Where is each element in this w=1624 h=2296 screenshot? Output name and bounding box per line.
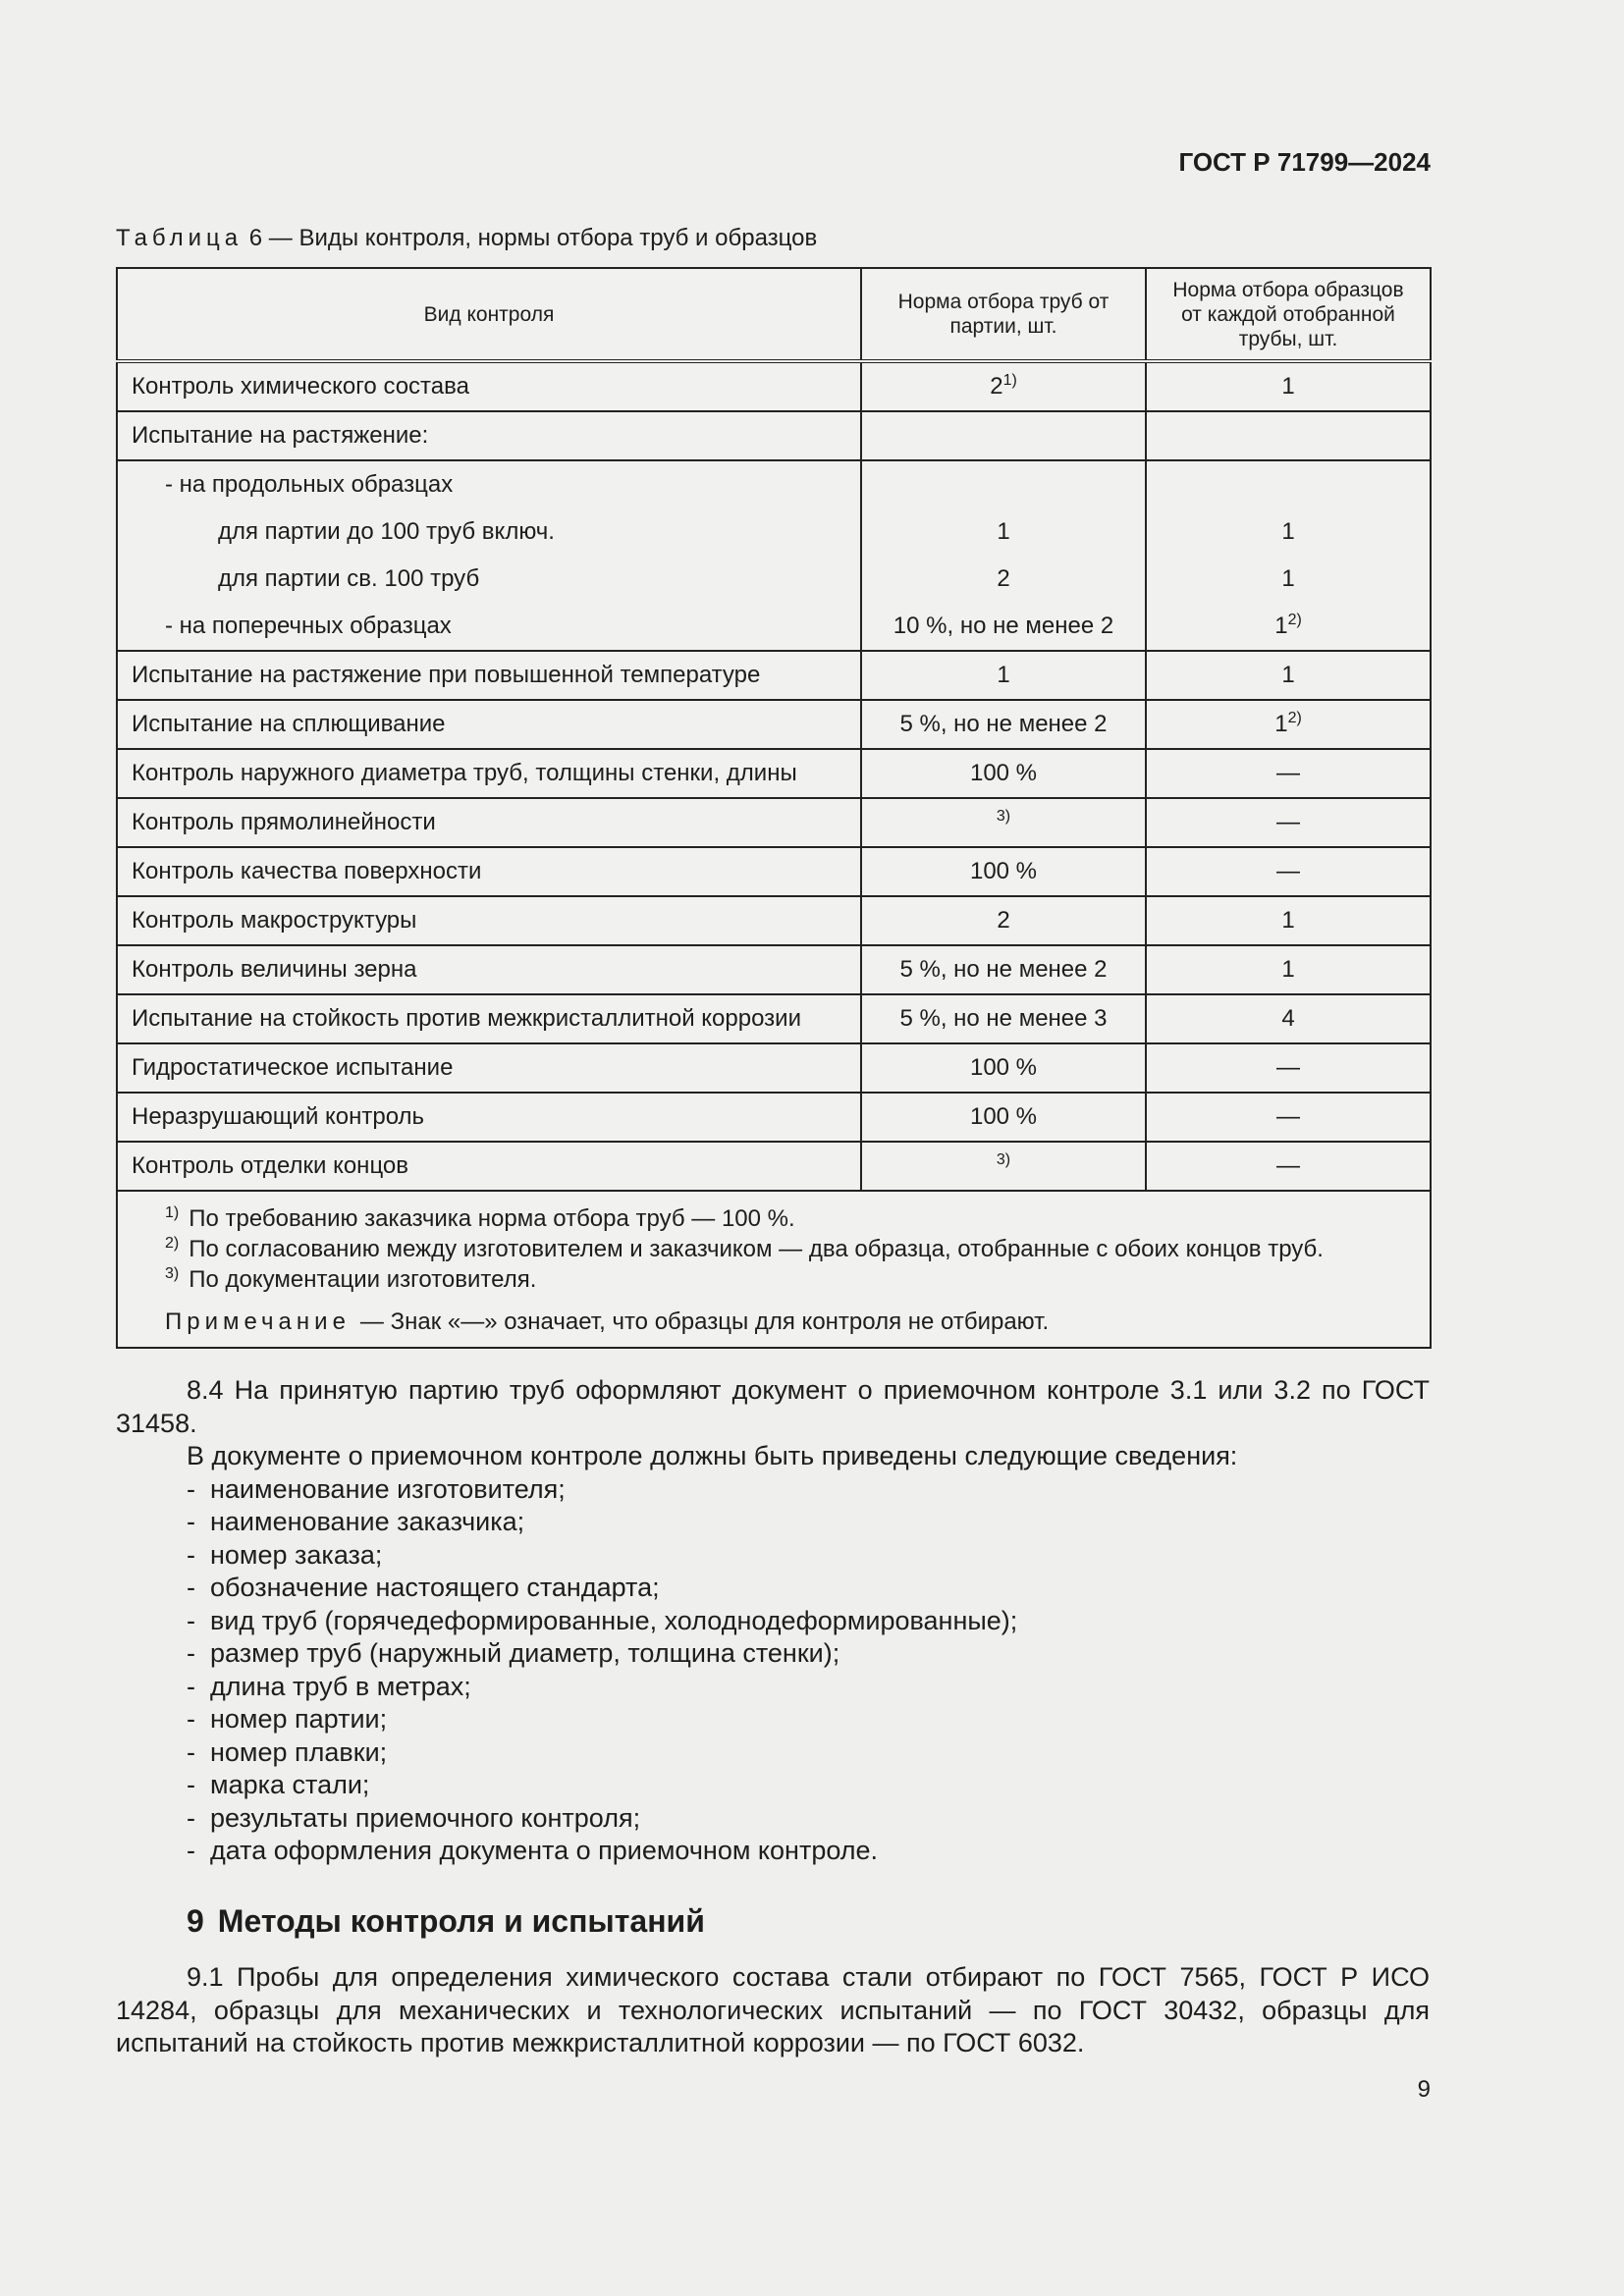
paragraph-8-4: 8.4 На принятую партию труб оформляют документ о приемочном контроле 3.1 или 3.2 по ГОСТ 31458. [116, 1375, 1430, 1438]
cell-value: 4 [1281, 1005, 1295, 1032]
cell-value: 100 % [969, 1103, 1038, 1130]
cell-pipe-norm [861, 1043, 1146, 1093]
cell-sample-norm [1146, 460, 1431, 508]
cell-value: 2 [997, 565, 1010, 592]
cell-sample-norm [1146, 1043, 1431, 1093]
footnote [165, 1264, 1416, 1295]
cell-pipe-norm [861, 847, 1146, 896]
cell-value: 100 % [969, 1054, 1038, 1081]
cell-sample-norm [1146, 798, 1431, 847]
cell-sample-norm [1146, 847, 1431, 896]
cell-sample-norm [1146, 945, 1431, 994]
table-row [117, 411, 1431, 460]
footnote-text: По согласованию между изготовителем и заказчиком — два образца, отобранные с обоих концов труб. [189, 1236, 1324, 1262]
footnote [165, 1234, 1416, 1264]
table-caption-word: Таблица [116, 225, 244, 251]
list-item: - номер плавки; [187, 1736, 1430, 1770]
cell-control-type: Контроль отделки концов [117, 1142, 861, 1191]
cell-pipe-norm [861, 700, 1146, 749]
cell-control-type: Контроль химического состава [117, 361, 861, 411]
cell-value: 1 [1281, 373, 1295, 400]
cell-control-type: Контроль величины зерна [117, 945, 861, 994]
cell-value: — [1276, 760, 1300, 786]
footnote-ref: 3) [996, 808, 1011, 825]
table-row [117, 1093, 1431, 1142]
cell-pipe-norm [861, 651, 1146, 700]
table-row [117, 603, 1431, 651]
table-row [117, 945, 1431, 994]
cell-control-type: для партии св. 100 труб [117, 556, 861, 603]
cell-value: 10 %, но не менее 2 [893, 613, 1114, 639]
list-item: - вид труб (горячедеформированные, холоднодеформированные); [187, 1605, 1430, 1638]
table-note [165, 1307, 1416, 1337]
cell-sample-norm [1146, 749, 1431, 798]
cell-value: 1 [1281, 662, 1295, 688]
list-item: - размер труб (наружный диаметр, толщина стенки); [187, 1637, 1430, 1671]
cell-control-type: Неразрушающий контроль [117, 1093, 861, 1142]
cell-control-type: - на поперечных образцах [117, 603, 861, 651]
table-row [117, 1142, 1431, 1191]
note-text: — Знак «—» означает, что образцы для контроля не отбирают. [359, 1308, 1050, 1335]
footnote-mark: 2) [165, 1235, 180, 1252]
cell-pipe-norm [861, 1142, 1146, 1191]
cell-value: 1 [1281, 907, 1295, 934]
footnote-text: По требованию заказчика норма отбора труб — 100 %. [189, 1205, 795, 1232]
cell-value: 1 [1281, 565, 1295, 592]
cell-sample-norm [1146, 603, 1431, 651]
cell-pipe-norm [861, 603, 1146, 651]
cell-value: 100 % [969, 858, 1038, 884]
cell-value: 1 [997, 662, 1010, 688]
footnote-mark: 1) [165, 1204, 180, 1221]
cell-value: — [1276, 809, 1300, 835]
cell-sample-norm [1146, 700, 1431, 749]
cell-control-type: для партии до 100 труб включ. [117, 508, 861, 556]
cell-control-type: Контроль прямолинейности [117, 798, 861, 847]
cell-sample-norm [1146, 361, 1431, 411]
section-number: 9 [187, 1903, 204, 1939]
cell-value: 100 % [969, 760, 1038, 786]
cell-value: 1 [1274, 711, 1288, 737]
table-row [117, 798, 1431, 847]
section-9-heading [187, 1903, 705, 1940]
cell-value: — [1276, 1054, 1300, 1081]
cell-pipe-norm [861, 1093, 1146, 1142]
cell-value: 1 [1281, 956, 1295, 983]
cell-pipe-norm [861, 508, 1146, 556]
list-item: - наименование заказчика; [187, 1506, 1430, 1539]
cell-pipe-norm [861, 798, 1146, 847]
cell-value: 2 [997, 907, 1010, 934]
note-label: Примечание [165, 1308, 351, 1335]
cell-control-type: Контроль макроструктуры [117, 896, 861, 945]
cell-control-type: Контроль качества поверхности [117, 847, 861, 896]
list-item: - результаты приемочного контроля; [187, 1802, 1430, 1836]
list-item: - марка стали; [187, 1769, 1430, 1802]
header-sample-norm: Норма отбора образцов от каждой отобранной трубы, шт. [1146, 268, 1431, 361]
table-row [117, 556, 1431, 603]
control-norms-table [116, 267, 1432, 1349]
cell-sample-norm [1146, 651, 1431, 700]
list-item: - обозначение настоящего стандарта; [187, 1572, 1430, 1605]
table-row [117, 994, 1431, 1043]
table-row [117, 847, 1431, 896]
footnote-text: По документации изготовителя. [189, 1266, 537, 1293]
cell-pipe-norm [861, 411, 1146, 460]
cell-value: — [1276, 858, 1300, 884]
cell-pipe-norm [861, 896, 1146, 945]
cell-pipe-norm [861, 460, 1146, 508]
table-row [117, 749, 1431, 798]
header-pipe-norm: Норма отбора труб от партии, шт. [861, 268, 1146, 361]
cell-value: — [1276, 1103, 1300, 1130]
cell-pipe-norm [861, 749, 1146, 798]
cell-sample-norm [1146, 994, 1431, 1043]
table-row [117, 700, 1431, 749]
cell-control-type: Испытание на сплющивание [117, 700, 861, 749]
footnote-ref: 2) [1287, 612, 1302, 628]
cell-control-type: Испытание на стойкость против межкристаллитной коррозии [117, 994, 861, 1043]
paragraph-9-1: 9.1 Пробы для определения химического состава стали отбирают по ГОСТ 7565, ГОСТ Р ИСО 14284, образцы для механических и технологических испытаний — по ГОСТ 30432, образцы для испытаний на стойкость против межкристаллитной коррозии — по ГОСТ 6032. [116, 1962, 1430, 2057]
table-notes-row [117, 1191, 1431, 1348]
cell-value: 1 [1281, 518, 1295, 545]
cell-sample-norm [1146, 411, 1431, 460]
footnote-mark: 3) [165, 1265, 180, 1282]
footnote-ref: 3) [996, 1151, 1011, 1168]
table-row [117, 1043, 1431, 1093]
cell-value: 5 %, но не менее 2 [899, 711, 1108, 737]
section-title: Методы контроля и испытаний [217, 1903, 705, 1939]
table-row [117, 651, 1431, 700]
cell-pipe-norm [861, 945, 1146, 994]
table-row [117, 508, 1431, 556]
cell-sample-norm [1146, 896, 1431, 945]
list-item: - наименование изготовителя; [187, 1473, 1430, 1507]
cell-value: 2 [990, 373, 1003, 400]
required-info-list [116, 1473, 1430, 1868]
footnote-ref: 2) [1287, 710, 1302, 726]
cell-control-type: - на продольных образцах [117, 460, 861, 508]
footnote-ref: 1) [1002, 372, 1017, 389]
table-caption [116, 225, 817, 252]
cell-sample-norm [1146, 1142, 1431, 1191]
cell-pipe-norm [861, 361, 1146, 411]
list-item: - номер партии; [187, 1703, 1430, 1736]
list-item: - длина труб в метрах; [187, 1671, 1430, 1704]
cell-sample-norm [1146, 508, 1431, 556]
cell-value: 1 [1274, 613, 1288, 639]
table-row [117, 361, 1431, 411]
cell-value: 5 %, но не менее 2 [899, 956, 1108, 983]
header-control-type: Вид контроля [117, 268, 861, 361]
table-notes [117, 1191, 1431, 1348]
cell-value: 1 [997, 518, 1010, 545]
table-header-row [117, 268, 1431, 361]
cell-pipe-norm [861, 994, 1146, 1043]
section-8-4 [116, 1374, 1430, 1868]
footnote [165, 1203, 1416, 1234]
cell-control-type: Контроль наружного диаметра труб, толщины стенки, длины [117, 749, 861, 798]
list-item: - дата оформления документа о приемочном контроле. [187, 1835, 1430, 1868]
table-caption-text: 6 — Виды контроля, нормы отбора труб и образцов [248, 225, 818, 251]
cell-value: — [1276, 1152, 1300, 1179]
cell-pipe-norm [861, 556, 1146, 603]
list-intro: В документе о приемочном контроле должны быть приведены следующие сведения: [187, 1441, 1238, 1470]
cell-control-type: Испытание на растяжение: [117, 411, 861, 460]
section-9-1 [116, 1961, 1430, 2060]
table-row [117, 460, 1431, 508]
list-item: - номер заказа; [187, 1539, 1430, 1573]
page-number: 9 [1417, 2076, 1431, 2103]
cell-control-type: Гидростатическое испытание [117, 1043, 861, 1093]
doc-code: ГОСТ Р 71799—2024 [1178, 147, 1431, 177]
cell-value: 5 %, но не менее 3 [899, 1005, 1108, 1032]
cell-sample-norm [1146, 556, 1431, 603]
table-row [117, 896, 1431, 945]
cell-sample-norm [1146, 1093, 1431, 1142]
cell-control-type: Испытание на растяжение при повышенной температуре [117, 651, 861, 700]
